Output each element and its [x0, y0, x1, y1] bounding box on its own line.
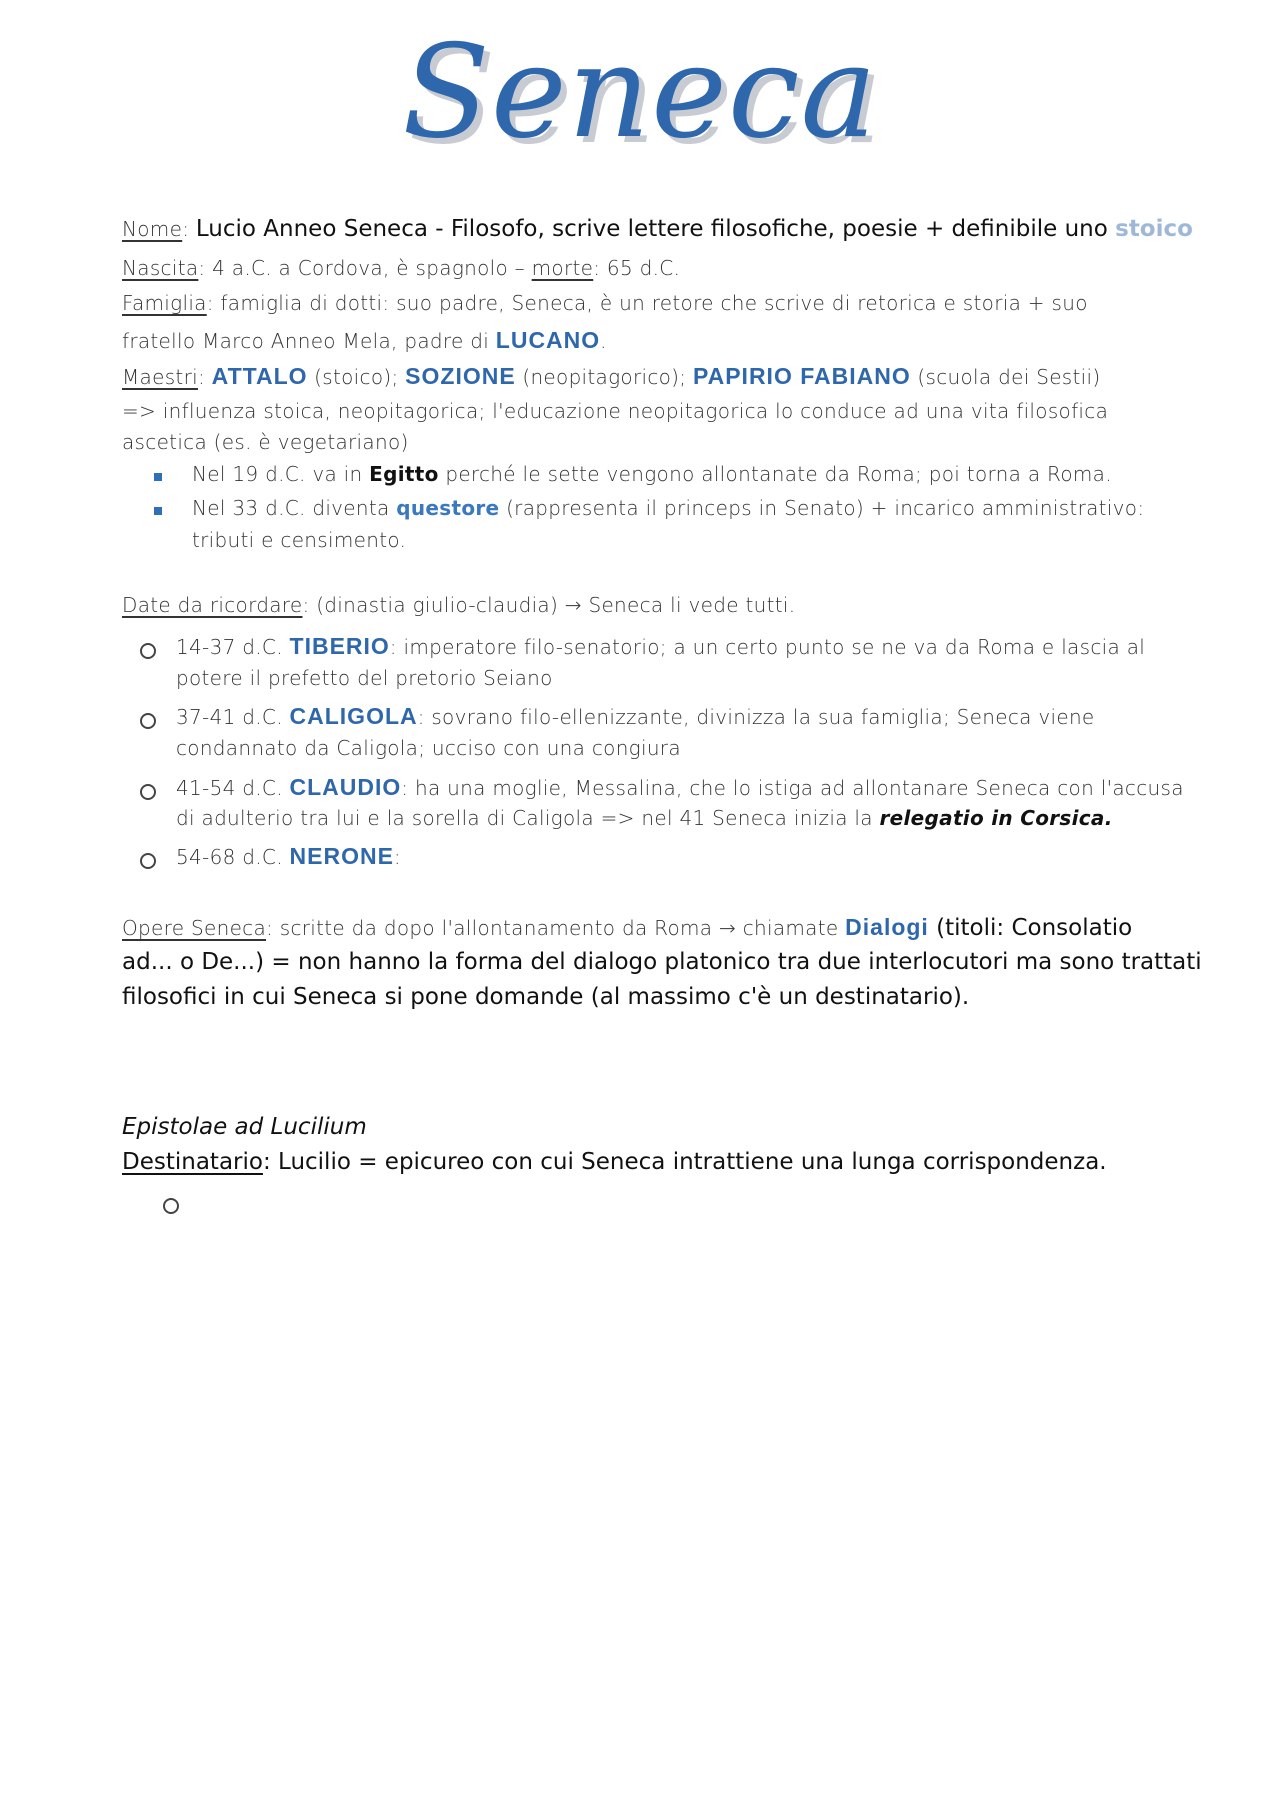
papirio-fabiano-highlight: PAPIRIO FABIANO — [692, 363, 911, 389]
dialogi-highlight: Dialogi — [845, 914, 929, 940]
date-item-caligola-cont: condannato da Caligola; ucciso con una congiura — [176, 736, 681, 760]
influence-line-2: ascetica (es. è vegetariano) — [122, 430, 409, 454]
nome-label: Nome — [122, 217, 183, 241]
nerone-highlight: NERONE — [289, 843, 394, 869]
opere-line-2: ad... o De...) = non hanno la forma del dialogo platonico tra due interlocutori ma sono trattati — [122, 949, 1202, 975]
page-title: Seneca — [402, 18, 878, 167]
bullet-egitto: Nel 19 d.C. va in Egitto perché le sette vengono allontanate da Roma; poi torna a Roma. — [192, 462, 1112, 486]
date-label: Date da ricordare — [122, 593, 303, 617]
bullet-square-icon — [154, 507, 162, 515]
bullet-circle-icon — [140, 784, 156, 800]
date-item-nerone: 54-68 d.C. NERONE: — [176, 843, 401, 869]
empty-bullet-circle-icon — [163, 1198, 179, 1214]
influence-line-1: => influenza stoica, neopitagorica; l'educazione neopitagorica lo conduce ad una vita filosofica — [122, 399, 1109, 423]
caligola-highlight: CALIGOLA — [289, 703, 418, 729]
nascita-label: Nascita — [122, 256, 199, 280]
bullet-circle-icon — [140, 713, 156, 729]
date-item-caligola: 37-41 d.C. CALIGOLA: sovrano filo-ellenizzante, divinizza la sua famiglia; Seneca viene — [176, 703, 1095, 729]
attalo-highlight: ATTALO — [211, 363, 308, 389]
tiberio-highlight: TIBERIO — [289, 633, 390, 659]
famiglia-line-1: Famiglia: famiglia di dotti: suo padre, Seneca, è un retore che scrive di retorica e storia + suo — [122, 291, 1088, 315]
bullet-circle-icon — [140, 643, 156, 659]
maestri-line: Maestri: ATTALO (stoico); SOZIONE (neopitagorico); PAPIRIO FABIANO (scuola dei Sestii) — [122, 363, 1101, 389]
destinatario-line: Destinatario: Lucilio = epicureo con cui Seneca intrattiene una lunga corrispondenza. — [122, 1149, 1107, 1175]
questore-highlight: questore — [396, 496, 500, 520]
maestri-label: Maestri — [122, 365, 198, 389]
bullet-circle-icon — [140, 853, 156, 869]
famiglia-line-2: fratello Marco Anneo Mela, padre di LUCANO. — [122, 327, 607, 353]
stoico-highlight: stoico — [1115, 216, 1193, 242]
destinatario-label: Destinatario — [122, 1149, 263, 1175]
claudio-highlight: CLAUDIO — [289, 774, 402, 800]
epistolae-heading: Epistolae ad Lucilium — [122, 1114, 367, 1140]
sozione-highlight: SOZIONE — [405, 363, 516, 389]
date-item-claudio-cont: di adulterio tra lui e la sorella di Caligola => nel 41 Seneca inizia la relegatio in Corsica. — [176, 806, 1113, 830]
nome-line: Nome: Lucio Anneo Seneca - Filosofo, scrive lettere filosofiche, poesie + definibile uno stoico — [122, 216, 1193, 242]
opere-line-1: Opere Seneca: scritte da dopo l'allontanamento da Roma → chiamate Dialogi (titoli: Consolatio — [122, 914, 1133, 941]
filosofo-text: Filosofo — [450, 216, 538, 242]
date-item-claudio: 41-54 d.C. CLAUDIO: ha una moglie, Messalina, che lo istiga ad allontanare Seneca con l'accusa — [176, 774, 1184, 800]
bullet-questore: Nel 33 d.C. diventa questore (rappresenta il princeps in Senato) + incarico amministrativo: — [192, 496, 1145, 520]
famiglia-label: Famiglia — [122, 291, 207, 315]
nascita-line: Nascita: 4 a.C. a Cordova, è spagnolo – morte: 65 d.C. — [122, 256, 681, 280]
date-item-tiberio-cont: potere il prefetto del pretorio Seiano — [176, 666, 553, 690]
relegatio-bold-italic: relegatio in Corsica — [879, 806, 1105, 830]
bullet-questore-cont: tributi e censimento. — [192, 528, 407, 552]
lucano-highlight: LUCANO — [495, 327, 601, 353]
date-item-tiberio: 14-37 d.C. TIBERIO: imperatore filo-senatorio; a un certo punto se ne va da Roma e lascia al — [176, 633, 1146, 659]
date-heading: Date da ricordare: (dinastia giulio-claudia) → Seneca li vede tutti. — [122, 593, 796, 617]
egitto-bold: Egitto — [369, 462, 439, 486]
bullet-square-icon — [154, 473, 162, 481]
morte-label: morte — [531, 256, 594, 280]
opere-line-3: filosofici in cui Seneca si pone domande (al massimo c'è un destinatario). — [122, 984, 970, 1010]
opere-label: Opere Seneca — [122, 916, 267, 940]
nome-text: Lucio Anneo Seneca - — [195, 216, 451, 242]
